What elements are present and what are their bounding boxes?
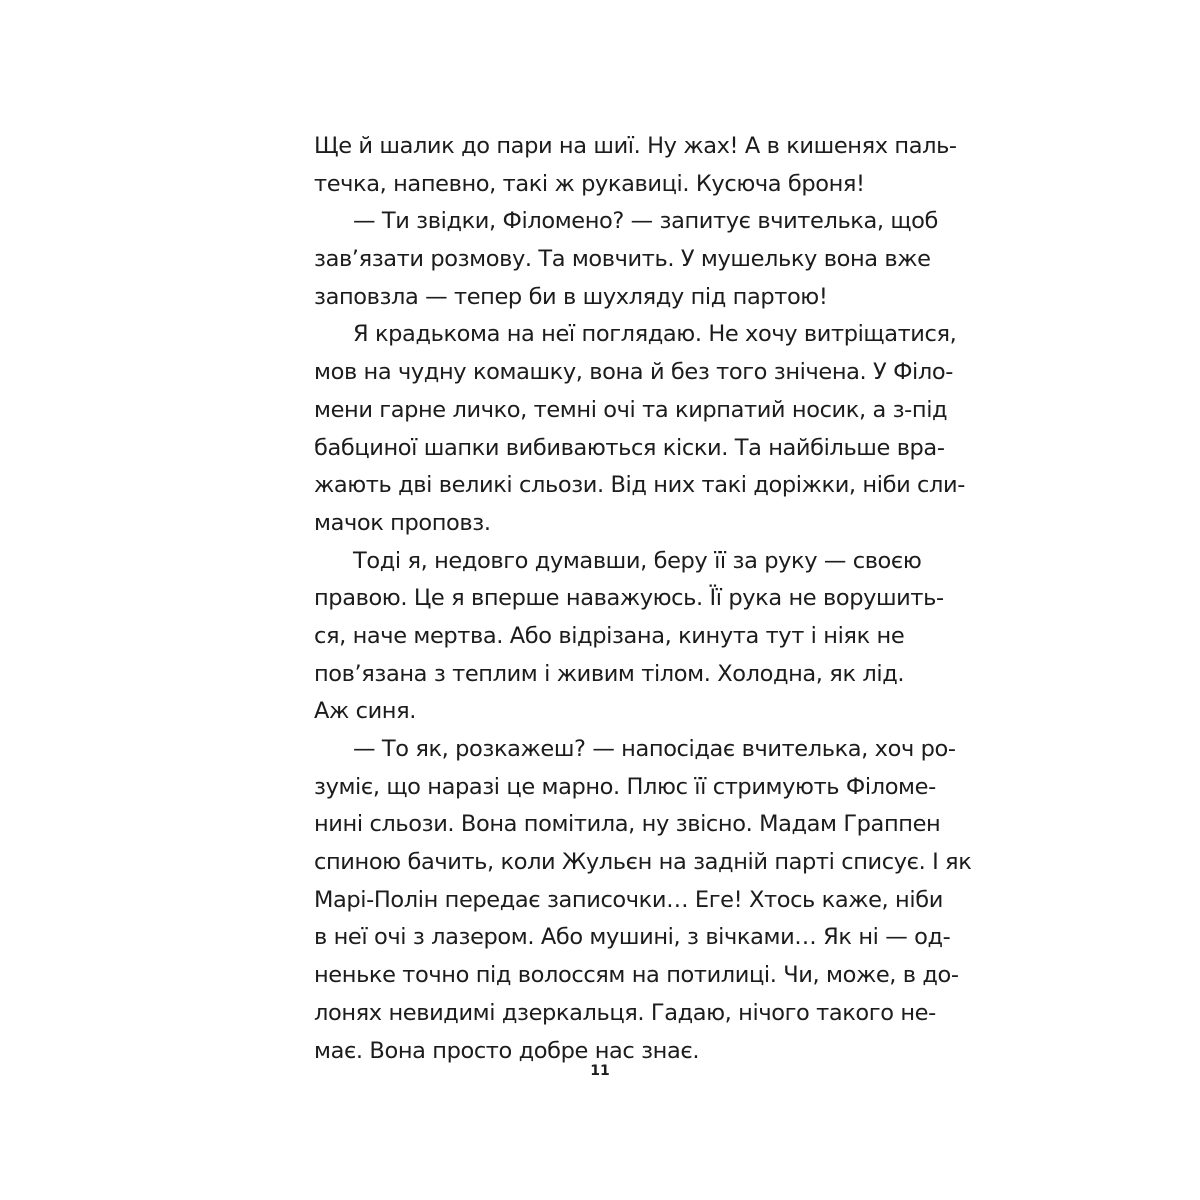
text-line: має. Вона просто добре нас знає. [314,1037,700,1064]
text-line: в неї очі з лазером. Або мушині, з вічками… Як ні — од- [314,924,951,951]
text-line: спиною бачить, коли Жульєн на задній парті списує. І як [314,849,972,876]
text-line: мачок проповз. [314,509,491,536]
text-line: зуміє, що наразі це марно. Плюс її стримують Філоме- [314,773,936,800]
text-line: Я крадькома на неї поглядаю. Не хочу витріщатися, [353,321,957,348]
body-text [314,128,972,1070]
text-line: жають дві великі сльози. Від них такі доріжки, ніби сли- [314,472,965,499]
text-line: Аж синя. [314,698,417,725]
text-line: мов на чудну комашку, вона й без того знічена. У Філо- [314,359,953,386]
text-line: заповзла — тепер би в шухляду під партою! [314,283,828,310]
text-line: мени гарне личко, темні очі та кирпатий носик, а з-під [314,396,948,423]
text-line: Ще й шалик до пари на шиї. Ну жах! А в кишенях паль- [314,133,957,159]
page-number: 11 [590,1063,610,1079]
text-line: — Ти звідки, Філомено? — запитує вчителька, щоб [353,208,939,235]
text-line: неньке точно під волоссям на потилиці. Чи, може, в до- [314,962,959,989]
text-line: течка, напевно, такі ж рукавиці. Кусюча броня! [314,170,865,197]
text-line: лонях невидимі дзеркальця. Гадаю, нічого такого не- [314,999,936,1026]
text-line: нині сльози. Вона помітила, ну звісно. Мадам Граппен [314,811,941,838]
text-line: зав’язати розмову. Та мовчить. У мушельку вона вже [314,246,931,273]
text-line: бабциної шапки вибиваються кіски. Та найбільше вра- [314,434,945,461]
text-line: Тоді я, недовго думавши, беру її за руку — своєю [353,547,922,574]
text-line: ся, наче мертва. Або відрізана, кинута тут і ніяк не [314,622,905,649]
text-line: Марі-Полін передає записочки… Еге! Хтось каже, ніби [314,886,943,913]
text-line: пов’язана з теплим і живим тілом. Холодна, як лід. [314,660,905,687]
text-line: правою. Це я вперше наважуюсь. Її рука не ворушить- [314,585,944,612]
text-line: — То як, розкажеш? — напосідає вчителька, хоч ро- [353,736,956,762]
